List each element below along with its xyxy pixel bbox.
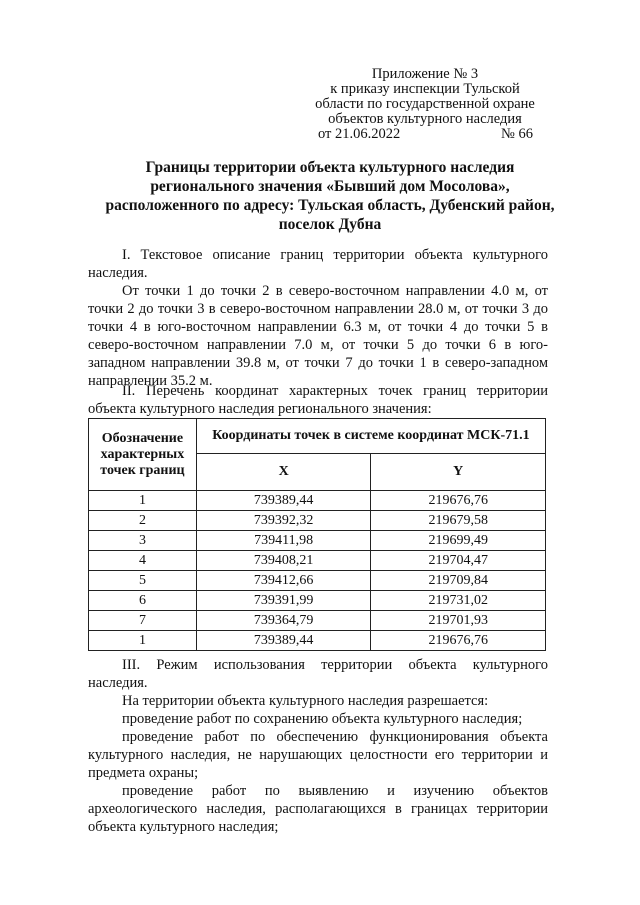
- section-1-heading: I. Текстовое описание границ территории объекта культурного наследия.: [88, 247, 548, 281]
- document-title: Границы территории объекта культурного наследия регионального значения «Бывший дом Мосолова», расположенного по адресу: Тульская область, Дубенский район, поселок Дубна: [105, 159, 555, 233]
- cell-x: 739389,44: [196, 491, 371, 511]
- table-row: [89, 571, 546, 591]
- table-row: [89, 551, 546, 571]
- cell-y: 219676,76: [371, 491, 546, 511]
- cell-point: 5: [89, 571, 197, 591]
- cell-x: 739364,79: [196, 611, 371, 631]
- appendix-line: области по государственной охране: [315, 96, 535, 112]
- section-2-heading: II. Перечень координат характерных точек границ территории объекта культурного наследия регионального значения:: [88, 383, 548, 417]
- section-3: [88, 656, 548, 836]
- appendix-line: объектов культурного наследия: [328, 111, 522, 127]
- cell-y: 219701,93: [371, 611, 546, 631]
- section-3-paragraph: проведение работ по выявлению и изучению объектов археологического наследия, располагающихся в границах территории объекта культурного наследия;: [88, 783, 548, 835]
- cell-point: 4: [89, 551, 197, 571]
- cell-point: 1: [89, 491, 197, 511]
- appendix-line: Приложение № 3: [371, 66, 479, 82]
- cell-y: 219731,02: [371, 591, 546, 611]
- table-row: [89, 531, 546, 551]
- section-1-body: От точки 1 до точки 2 в северо-восточном направлении 4.0 м, от точки 2 до точки 3 в северо-восточном направлении 28.0 м, от точки 3 до точки 4 в юго-восточном направлении 6.3 м, от точки 4 до точки 5 в северо-восточном направлении 7.0 м, от точки 5 до точки 6 в юго-западном направлении 39.8 м, от точки 7 до точки 1 в северо-западном направлении 35.2 м.: [88, 283, 548, 389]
- col-header-coords: Координаты точек в системе координат МСК-71.1: [196, 419, 545, 454]
- appendix-header: [300, 67, 550, 127]
- cell-y: 219699,49: [371, 531, 546, 551]
- cell-point: 2: [89, 511, 197, 531]
- section-3-paragraph: На территории объекта культурного наследия разрешается:: [122, 693, 489, 709]
- cell-x: 739392,32: [196, 511, 371, 531]
- order-date: от 21.06.2022: [318, 126, 401, 142]
- col-header-point: Обозначение характерных точек границ: [89, 419, 197, 491]
- order-date-number: [318, 126, 533, 143]
- section-3-paragraph: проведение работ по сохранению объекта культурного наследия;: [122, 711, 523, 727]
- table-row: [89, 511, 546, 531]
- cell-point: 1: [89, 631, 197, 651]
- cell-x: 739412,66: [196, 571, 371, 591]
- section-3-heading: III. Режим использования территории объекта культурного наследия.: [88, 657, 548, 691]
- table-row: [89, 491, 546, 511]
- section-1: [88, 246, 548, 390]
- cell-y: 219704,47: [371, 551, 546, 571]
- col-header-y: Y: [371, 454, 546, 491]
- section-2: [88, 382, 548, 418]
- cell-y: 219709,84: [371, 571, 546, 591]
- table-row: [89, 611, 546, 631]
- cell-point: 7: [89, 611, 197, 631]
- appendix-line: к приказу инспекции Тульской: [330, 81, 520, 97]
- cell-point: 3: [89, 531, 197, 551]
- cell-x: 739411,98: [196, 531, 371, 551]
- table-row: [89, 631, 546, 651]
- section-3-paragraph: проведение работ по обеспечению функционирования объекта культурного наследия, не нарушающих целостности его территории и предмета охраны;: [88, 729, 548, 781]
- cell-y: 219679,58: [371, 511, 546, 531]
- cell-x: 739408,21: [196, 551, 371, 571]
- cell-x: 739389,44: [196, 631, 371, 651]
- table-row: [89, 591, 546, 611]
- cell-y: 219676,76: [371, 631, 546, 651]
- coordinates-table: [88, 418, 546, 651]
- cell-point: 6: [89, 591, 197, 611]
- col-header-x: X: [196, 454, 371, 491]
- cell-x: 739391,99: [196, 591, 371, 611]
- order-number: № 66: [501, 126, 533, 142]
